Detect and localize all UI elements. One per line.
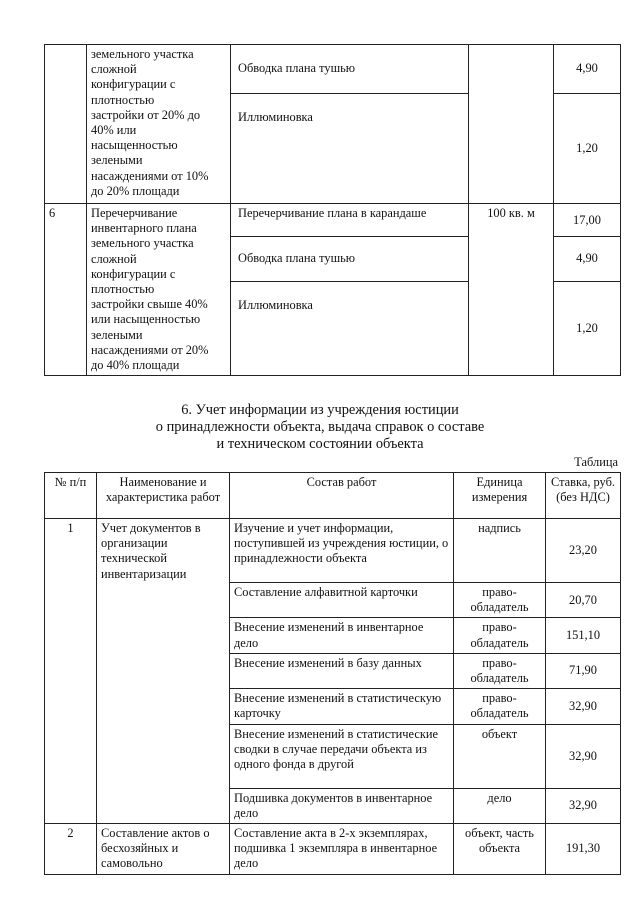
unit-cell: право-обладатель	[454, 583, 546, 618]
rate-cell: 20,70	[546, 583, 621, 618]
rate-cell: 4,90	[554, 237, 621, 281]
header-work: Состав работ	[230, 473, 454, 519]
row-number	[45, 45, 87, 204]
rate-cell: 17,00	[554, 204, 621, 237]
rates-table	[44, 472, 621, 875]
work-name-cell: Учет документов в организации технической инвентаризации	[97, 519, 230, 824]
work-composition-cell: Внесение изменений в статистическую карточку	[230, 689, 454, 724]
header-rate: Ставка, руб. (без НДС)	[546, 473, 621, 519]
work-composition-cell: Иллюминовка	[231, 281, 469, 376]
work-composition-cell: Внесение изменений в базу данных	[230, 653, 454, 688]
header-name: Наименование и характеристика работ	[97, 473, 230, 519]
header-unit: Единица измерения	[454, 473, 546, 519]
row-number: 1	[45, 519, 97, 824]
table-row	[45, 824, 621, 875]
work-name-cell: земельного участка сложной конфигурации с плотностью застройки от 20% до 40% или насыщенностью зелеными насаждениями от 10% до 20% площади	[87, 45, 231, 204]
row-number: 2	[45, 824, 97, 875]
rate-cell: 32,90	[546, 689, 621, 724]
rate-cell: 151,10	[546, 618, 621, 653]
section-heading: 6. Учет информации из учреждения юстиции о принадлежности объекта, выдача справок о составе и техническом состоянии объекта	[155, 402, 485, 452]
rate-cell: 191,30	[546, 824, 621, 875]
work-composition-cell: Внесение изменений в инвентарное дело	[230, 618, 454, 653]
work-name-cell: Перечерчивание инвентарного плана земельного участка сложной конфигурации с плотностью застройки свыше 40% или насыщенностью зелеными насаждениями от 20% до 40% площади	[87, 204, 231, 376]
unit-cell: 100 кв. м	[469, 204, 554, 376]
rate-cell: 32,90	[546, 724, 621, 788]
row-number: 6	[45, 204, 87, 376]
rate-cell: 1,20	[554, 281, 621, 376]
unit-cell: надпись	[454, 519, 546, 583]
work-composition-cell: Составление алфавитной карточки	[230, 583, 454, 618]
work-name-cell: Составление актов о бесхозяйных и самовольно	[97, 824, 230, 875]
rate-cell: 23,20	[546, 519, 621, 583]
rate-cell: 4,90	[554, 45, 621, 94]
unit-cell: право-обладатель	[454, 653, 546, 688]
rate-cell: 1,20	[554, 94, 621, 204]
unit-cell: право-обладатель	[454, 618, 546, 653]
work-composition-cell: Внесение изменений в статистические сводки в случае передачи объекта из одного фонда в другой	[230, 724, 454, 788]
header-num: № п/п	[45, 473, 97, 519]
work-composition-cell: Изучение и учет информации, поступившей из учреждения юстиции, о принадлежности объекта	[230, 519, 454, 583]
table-label: Таблица	[574, 455, 618, 469]
unit-cell: дело	[454, 788, 546, 823]
work-composition-cell: Перечерчивание плана в карандаше	[231, 204, 469, 237]
continued-table	[44, 44, 621, 376]
work-composition-cell: Иллюминовка	[231, 94, 469, 204]
unit-cell: объект, часть объекта	[454, 824, 546, 875]
unit-cell: объект	[454, 724, 546, 788]
table-row	[45, 204, 621, 237]
work-composition-cell: Подшивка документов в инвентарное дело	[230, 788, 454, 823]
table-header-row	[45, 473, 621, 519]
table-row	[45, 45, 621, 94]
work-composition-cell: Составление акта в 2-х экземплярах, подшивка 1 экземпляра в инвентарное дело	[230, 824, 454, 875]
rate-cell: 32,90	[546, 788, 621, 823]
rate-cell: 71,90	[546, 653, 621, 688]
work-composition-cell: Обводка плана тушью	[231, 45, 469, 94]
unit-cell	[469, 45, 554, 204]
table-row	[45, 519, 621, 583]
unit-cell: право-обладатель	[454, 689, 546, 724]
work-composition-cell: Обводка плана тушью	[231, 237, 469, 281]
